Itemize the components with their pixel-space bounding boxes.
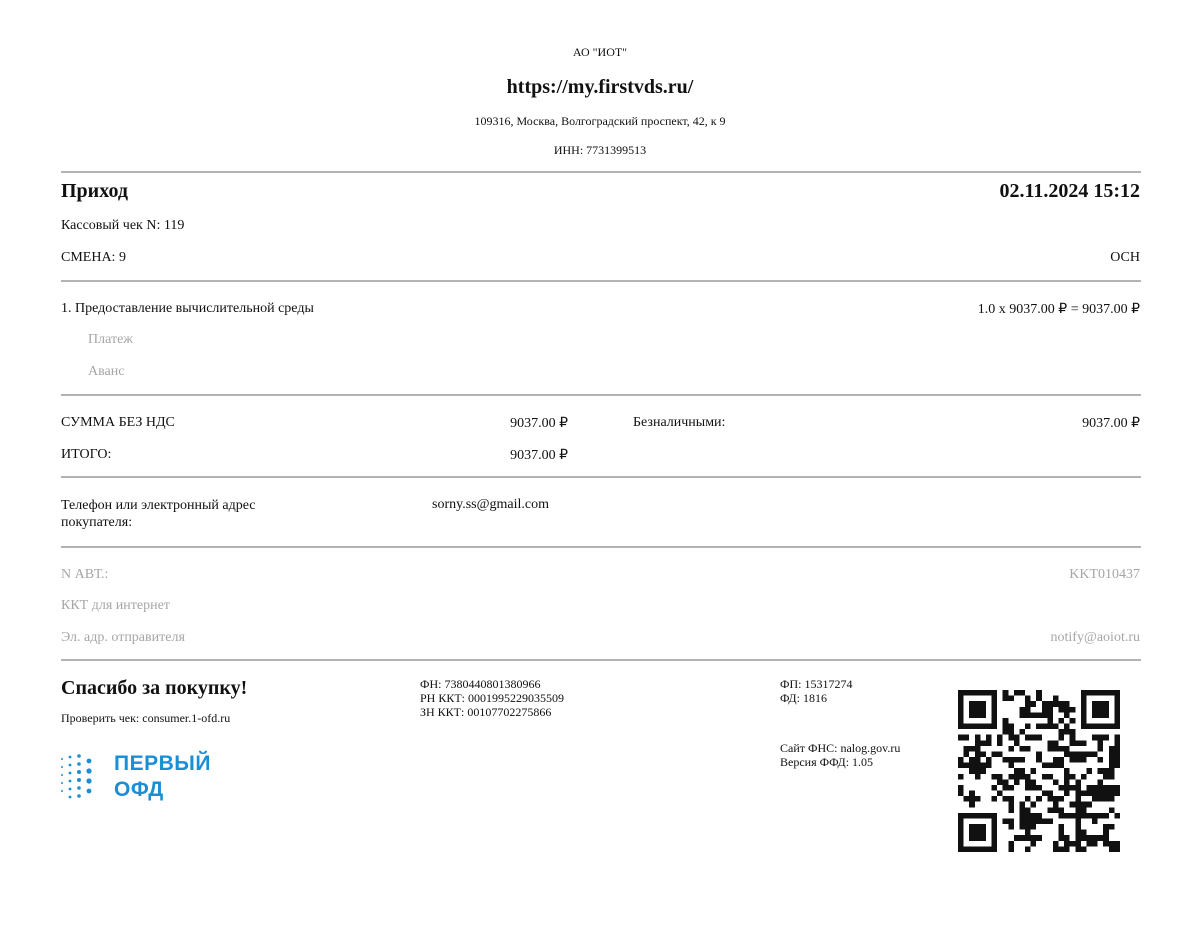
total-value: 9037.00 ₽ — [510, 448, 568, 463]
no-vat-label: СУММА БЕЗ НДС — [61, 415, 175, 430]
qr-code-icon — [958, 690, 1120, 852]
company-name: АО "ИОТ" — [572, 45, 628, 59]
logo-line2: ОФД — [114, 778, 164, 801]
tax-system: ОСН — [1110, 250, 1140, 265]
check-link[interactable]: Проверить чек: consumer.1-ofd.ru — [61, 711, 231, 725]
cashless-value: 9037.00 ₽ — [1082, 416, 1140, 431]
qr-code-image — [958, 690, 1120, 852]
zn-kkt: ЗН ККТ: 00107702275866 — [420, 705, 552, 719]
first-ofd-logo — [58, 752, 100, 807]
company-inn: ИНН: 7731399513 — [553, 143, 647, 157]
divider — [61, 394, 1141, 396]
item-name: 1. Предоставление вычислительной среды — [61, 301, 314, 316]
logo-text — [114, 751, 211, 803]
fns-info — [780, 741, 900, 769]
ffd-version: Версия ФФД: 1.05 — [780, 755, 874, 769]
fiscal-sign — [780, 677, 852, 705]
buyer-label-line2: покупателя: — [61, 515, 133, 530]
receipt-shift: СМЕНА: 9 — [61, 250, 126, 265]
total-label: ИТОГО: — [61, 447, 112, 462]
company-address: 109316, Москва, Волгоградский проспект, 42, к 9 — [474, 114, 726, 128]
internet-kkt-label: ККТ для интернет — [61, 598, 170, 613]
auto-label: N АВТ.: — [61, 567, 109, 582]
divider — [61, 476, 1141, 478]
fiscal-ids — [420, 677, 564, 719]
item-payment-method: Платеж — [88, 332, 133, 347]
divider — [61, 280, 1141, 282]
dots-logo-icon — [58, 752, 100, 802]
auto-value: KKT010437 — [1069, 567, 1140, 582]
item-payment-type: Аванс — [88, 364, 125, 379]
receipt-datetime: 02.11.2024 15:12 — [999, 180, 1140, 202]
fp-number: ФП: 15317274 — [780, 677, 853, 691]
cashless-label: Безналичными: — [633, 415, 726, 430]
thanks-message: Спасибо за покупку! — [61, 677, 248, 699]
fd-number: ФД: 1816 — [780, 691, 827, 705]
divider — [61, 546, 1141, 548]
fn-number: ФН: 7380440801380966 — [420, 677, 541, 691]
item-calc: 1.0 x 9037.00 ₽ = 9037.00 ₽ — [977, 302, 1140, 317]
receipt-number: Кассовый чек N: 119 — [61, 218, 185, 233]
divider — [61, 171, 1141, 173]
buyer-label — [61, 497, 256, 531]
divider — [61, 659, 1141, 661]
receipt-type: Приход — [61, 180, 128, 202]
sender-email: notify@aoiot.ru — [1050, 630, 1140, 645]
no-vat-value: 9037.00 ₽ — [510, 416, 568, 431]
rn-kkt: РН ККТ: 0001995229035509 — [420, 691, 565, 705]
logo-line1: ПЕРВЫЙ — [114, 752, 211, 775]
company-site: https://my.firstvds.ru/ — [506, 76, 694, 98]
sender-label: Эл. адр. отправителя — [61, 630, 185, 645]
buyer-email: sorny.ss@gmail.com — [432, 497, 549, 512]
fns-site: Сайт ФНС: nalog.gov.ru — [780, 741, 901, 755]
buyer-label-line1: Телефон или электронный адрес — [61, 498, 256, 513]
